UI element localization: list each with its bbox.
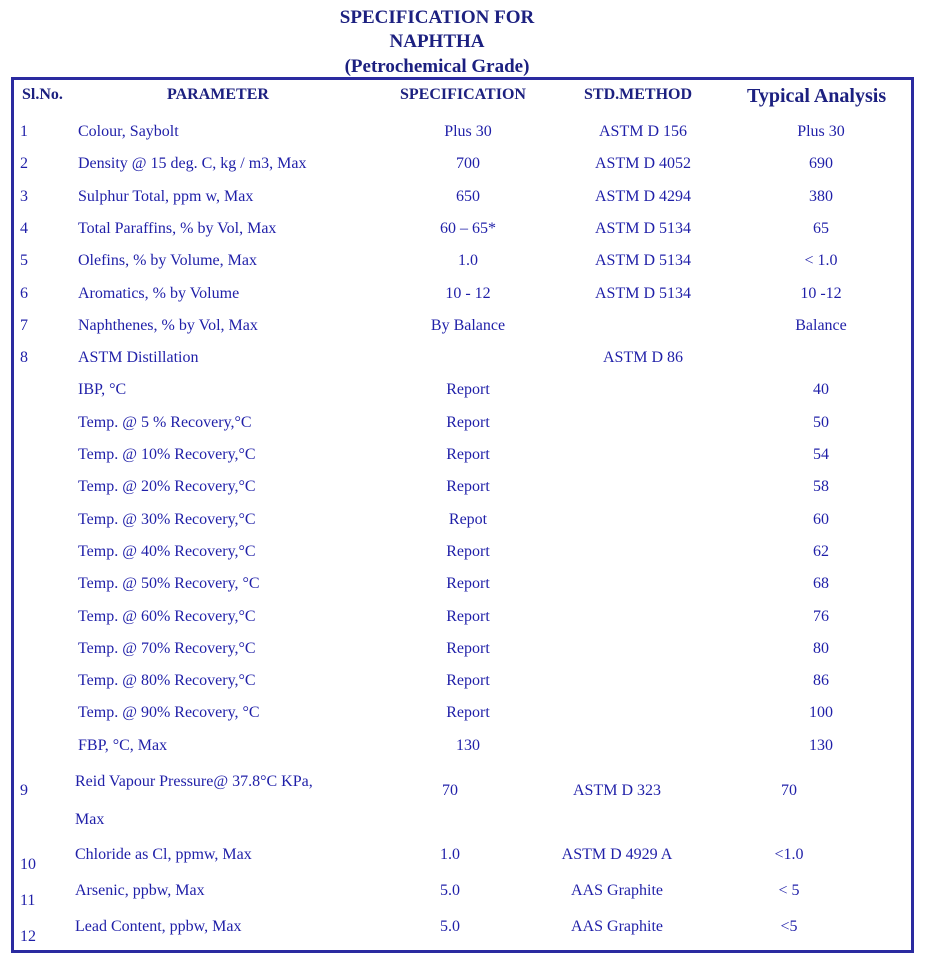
row-parameter: Arsenic, ppbw, Max [75, 882, 205, 899]
row-typical: 380 [809, 188, 833, 205]
row-parameter: Chloride as Cl, ppmw, Max [75, 846, 252, 863]
row-typical: 76 [813, 608, 829, 625]
header-typical: Typical Analysis [747, 85, 887, 107]
row-no: 7 [20, 317, 28, 334]
row-specification: Report [446, 446, 490, 463]
row-method: AAS Graphite [571, 918, 663, 935]
row-parameter: Reid Vapour Pressure@ 37.8°C KPa, [75, 773, 313, 790]
row-method: ASTM D 4294 [594, 188, 692, 205]
row-parameter: Temp. @ 30% Recovery,°C [78, 511, 256, 528]
row-parameter: Temp. @ 70% Recovery,°C [78, 640, 256, 657]
row-no: 9 [20, 782, 28, 799]
row-specification: Report [446, 478, 490, 495]
row-typical: 86 [813, 672, 829, 689]
row-method: ASTM D 4929 A [561, 846, 673, 863]
row-specification: 130 [456, 737, 480, 754]
row-parameter: FBP, °C, Max [78, 737, 168, 754]
row-specification: Report [446, 543, 490, 560]
row-no: 8 [20, 349, 28, 366]
row-specification: Report [446, 414, 490, 431]
row-typical: 68 [813, 575, 829, 592]
row-specification: 650 [456, 188, 480, 205]
row-specification: Report [446, 640, 490, 657]
row-parameter: Aromatics, % by Volume [78, 285, 240, 302]
row-typical: 54 [813, 446, 829, 463]
row-parameter: Sulphur Total, ppm w, Max [78, 188, 254, 205]
row-specification: 60 – 65* [440, 220, 496, 237]
row-no: 6 [20, 285, 28, 302]
row-method: ASTM D 156 [598, 123, 688, 140]
row-specification: 70 [442, 782, 458, 799]
row-typical: 130 [809, 737, 833, 754]
row-specification: 5.0 [440, 918, 460, 935]
row-no: 3 [20, 188, 28, 205]
row-typical: 690 [809, 155, 833, 172]
row-method: ASTM D 4052 [594, 155, 692, 172]
row-typical: 62 [813, 543, 829, 560]
row-parameter: Temp. @ 50% Recovery, °C [78, 575, 260, 592]
row-typical: 58 [813, 478, 829, 495]
row-parameter: Temp. @ 80% Recovery,°C [78, 672, 256, 689]
row-parameter: Naphthenes, % by Vol, Max [78, 317, 258, 334]
row-specification: 700 [456, 155, 480, 172]
row-parameter: Total Paraffins, % by Vol, Max [78, 220, 277, 237]
row-no: 10 [20, 856, 36, 873]
row-no: 4 [20, 220, 28, 237]
row-specification: 1.0 [440, 846, 460, 863]
row-typical: Plus 30 [797, 123, 845, 140]
row-typical: 40 [813, 381, 829, 398]
row-typical: <1.0 [774, 846, 804, 863]
row-typical: 70 [781, 782, 797, 799]
row-parameter: Temp. @ 10% Recovery,°C [78, 446, 256, 463]
row-method: ASTM D 86 [602, 349, 684, 366]
row-typical: 65 [813, 220, 829, 237]
row-specification: 10 - 12 [445, 285, 491, 302]
row-parameter: Temp. @ 90% Recovery, °C [78, 704, 260, 721]
row-parameter: Temp. @ 5 % Recovery,°C [78, 414, 252, 431]
row-typical: < 5 [778, 882, 800, 899]
row-specification: Report [446, 608, 490, 625]
row-no: 11 [20, 892, 36, 909]
row-method: ASTM D 5134 [594, 220, 692, 237]
row-parameter: Temp. @ 60% Recovery,°C [78, 608, 256, 625]
row-parameter: Lead Content, ppbw, Max [75, 918, 242, 935]
row-parameter: Colour, Saybolt [78, 123, 179, 140]
row-specification: 5.0 [440, 882, 460, 899]
row-specification: Report [446, 704, 490, 721]
row-parameter: ASTM Distillation [78, 349, 199, 366]
row-parameter: Olefins, % by Volume, Max [78, 252, 257, 269]
row-no: 12 [20, 928, 36, 945]
row-no: 5 [20, 252, 28, 269]
header-method: STD.METHOD [584, 86, 693, 103]
row-parameter: IBP, °C [78, 381, 127, 398]
row-no: 1 [20, 123, 28, 140]
row-typical: 80 [813, 640, 829, 657]
row-specification: Report [446, 672, 490, 689]
row-specification: Repot [448, 511, 488, 528]
doc-title-line3: (Petrochemical Grade) [344, 56, 530, 77]
row-typical: 10 -12 [800, 285, 842, 302]
row-specification: 1.0 [458, 252, 478, 269]
row-parameter-continued: Max [75, 811, 105, 828]
row-typical: < 1.0 [804, 252, 838, 269]
header-parameter: PARAMETER [167, 86, 269, 103]
row-specification: Report [446, 381, 490, 398]
row-method: AAS Graphite [571, 882, 663, 899]
row-parameter: Temp. @ 40% Recovery,°C [78, 543, 256, 560]
row-typical: <5 [780, 918, 798, 935]
row-specification: Report [446, 575, 490, 592]
doc-title-line1: SPECIFICATION FOR [339, 7, 535, 28]
row-specification: By Balance [430, 317, 506, 334]
header-slno: Sl.No. [22, 86, 63, 103]
row-no: 2 [20, 155, 28, 172]
row-typical: Balance [795, 317, 847, 334]
row-parameter: Density @ 15 deg. C, kg / m3, Max [78, 155, 307, 172]
row-typical: 100 [809, 704, 833, 721]
row-typical: 60 [813, 511, 829, 528]
row-typical: 50 [813, 414, 829, 431]
doc-title-line2: NAPHTHA [389, 31, 485, 52]
row-method: ASTM D 5134 [594, 285, 692, 302]
row-method: ASTM D 5134 [594, 252, 692, 269]
row-parameter: Temp. @ 20% Recovery,°C [78, 478, 256, 495]
header-specification: SPECIFICATION [400, 86, 526, 103]
row-specification: Plus 30 [444, 123, 492, 140]
row-method: ASTM D 323 [572, 782, 662, 799]
